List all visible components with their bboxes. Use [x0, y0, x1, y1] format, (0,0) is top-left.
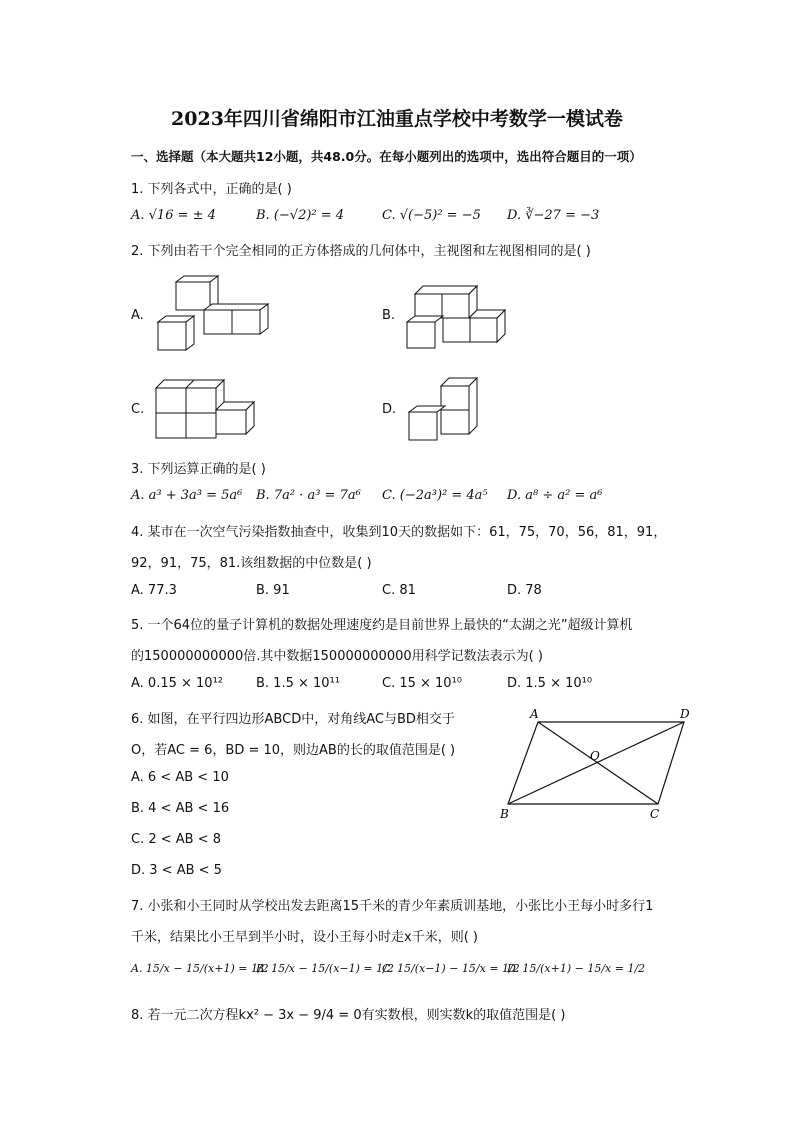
q5-option-c: C. 15 × 10¹⁰ [382, 676, 463, 691]
q6-option-a: A. 6 < AB < 10 [131, 770, 229, 785]
question-6-stem-1: 6. 如图，在平行四边形ABCD中，对角线AC与BD相交于 [131, 712, 455, 727]
question-3-stem: 3. 下列运算正确的是( ) [131, 462, 266, 477]
cube-figure-a [150, 272, 270, 354]
q3-option-d: D. a⁸ ÷ a² = a⁶ [507, 488, 603, 503]
question-4-stem-1: 4. 某市在一次空气污染指数抽查中，收集到10天的数据如下：61，75，70，56，81，91， [131, 525, 667, 540]
q7-option-a: A. 15/x − 15/(x+1) = 1/2 [131, 962, 269, 975]
q7-option-c: C. 15/(x−1) − 15/x = 1/2 [382, 962, 520, 975]
question-5-stem-2: 的150000000000倍.其中数据150000000000用科学记数法表示为( ) [131, 649, 543, 664]
page-title: 2023年四川省绵阳市江油重点学校中考数学一模试卷 [171, 108, 623, 130]
diagonal-ac [538, 722, 658, 804]
q3-option-c: C. (−2a³)² = 4a⁵ [382, 488, 488, 503]
vertex-label-a: A [530, 707, 539, 721]
q2-option-c: C. [131, 402, 145, 417]
question-7-stem-2: 千米，结果比小王早到半小时，设小王每小时走x千米，则( ) [131, 930, 478, 945]
q6-option-c: C. 2 < AB < 8 [131, 832, 222, 847]
parallelogram-figure [494, 704, 704, 824]
vertex-label-d: D [680, 707, 690, 721]
q7-option-b: B. 15/x − 15/(x−1) = 1/2 [256, 962, 394, 975]
q1-option-a: A. √16 = ± 4 [131, 208, 216, 223]
q6-option-b: B. 4 < AB < 16 [131, 801, 230, 816]
vertex-label-b: B [500, 807, 509, 821]
q5-option-a: A. 0.15 × 10¹² [131, 676, 223, 691]
cube-figure-d [405, 372, 485, 444]
question-7-stem-1: 7. 小张和小王同时从学校出发去距离15千米的青少年素质训基地，小张比小王每小时多行1 [131, 899, 654, 914]
question-1-stem: 1. 下列各式中，正确的是( ) [131, 182, 292, 197]
q6-option-d: D. 3 < AB < 5 [131, 863, 222, 878]
question-2-stem: 2. 下列由若干个完全相同的正方体搭成的几何体中，主视图和左视图相同的是( ) [131, 244, 591, 259]
q5-option-d: D. 1.5 × 10¹⁰ [507, 676, 593, 691]
question-5-stem-1: 5. 一个64位的量子计算机的数据处理速度约是目前世界上最快的“太湖之光”超级计算机 [131, 618, 633, 633]
q2-option-d: D. [382, 402, 397, 417]
question-4-stem-2: 92，91，75，81.该组数据的中位数是( ) [131, 556, 372, 571]
q3-option-b: B. 7a² · a³ = 7a⁶ [256, 488, 361, 503]
q1-option-b: B. (−√2)² = 4 [256, 208, 345, 223]
cube-figure-c [150, 372, 260, 444]
q4-option-a: A. 77.3 [131, 583, 177, 598]
vertex-label-c: C [650, 807, 660, 821]
q4-option-d: D. 78 [507, 583, 542, 598]
q2-option-a: A. [131, 308, 144, 323]
q4-option-b: B. 91 [256, 583, 290, 598]
q2-option-b: B. [382, 308, 396, 323]
center-label-o: O [590, 749, 600, 763]
cube-figure-b [405, 280, 515, 352]
question-6-stem-2: O，若AC = 6，BD = 10，则边AB的长的取值范围是( ) [131, 743, 456, 758]
q1-option-d: D. ∛−27 = −3 [507, 208, 600, 223]
q1-option-c: C. √(−5)² = −5 [382, 208, 481, 223]
q3-option-a: A. a³ + 3a³ = 5a⁶ [131, 488, 243, 503]
diagonal-bd [508, 722, 684, 804]
section-heading: 一、选择题（本大题共12小题，共48.0分。在每小题列出的选项中，选出符合题目的一项） [131, 149, 642, 164]
question-8-stem: 8. 若一元二次方程kx² − 3x − 9/4 = 0有实数根，则实数k的取值范围是( ) [131, 1008, 566, 1023]
q4-option-c: C. 81 [382, 583, 416, 598]
q5-option-b: B. 1.5 × 10¹¹ [256, 676, 340, 691]
q7-option-d: D. 15/(x+1) − 15/x = 1/2 [507, 962, 646, 975]
